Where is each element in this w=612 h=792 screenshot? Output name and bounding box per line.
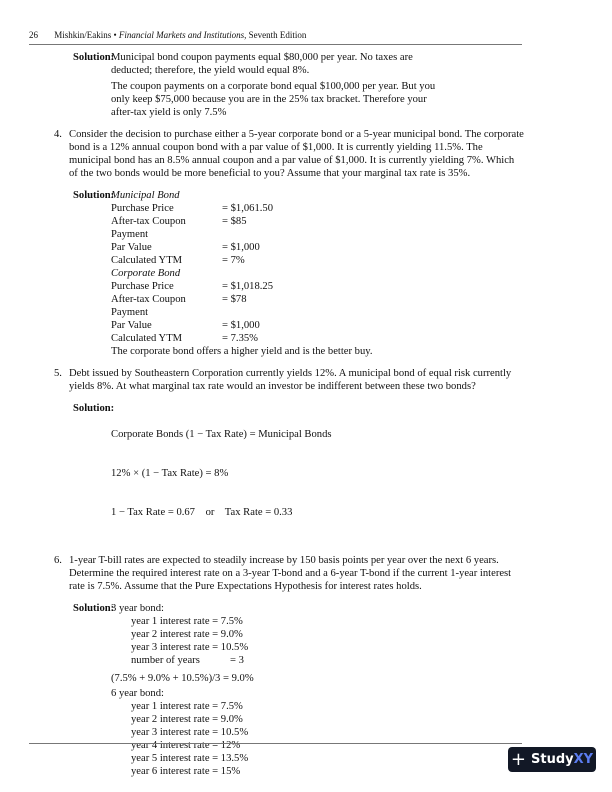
rate-line: year 1 interest rate = 7.5%	[131, 616, 243, 627]
bond-row-value: = $78	[222, 294, 247, 305]
conclusion: The corporate bond offers a higher yield and is the better buy.	[111, 346, 373, 357]
solution-label: Solution:	[73, 403, 115, 414]
question-6	[29, 554, 529, 593]
bond-row-value: = 7%	[222, 255, 245, 266]
six-year-title: 6 year bond:	[111, 688, 164, 699]
badge-study: Study	[531, 752, 574, 767]
years-label: number of years	[131, 655, 200, 666]
bond-row	[111, 254, 529, 267]
average-line: (7.5% + 9.0% + 10.5%)/3 = 9.0%	[111, 673, 254, 684]
years-value: = 3	[230, 655, 244, 666]
rate-line: year 5 interest rate = 13.5%	[131, 753, 249, 764]
rate-line: year 2 interest rate = 9.0%	[131, 714, 243, 725]
bond-row-label: After-tax Coupon Payment	[111, 294, 186, 318]
bond-row-label: Purchase Price	[111, 203, 174, 214]
solution-line: Corporate Bonds (1 − Tax Rate) = Municipal Bonds	[111, 429, 332, 440]
q5-solution	[29, 402, 529, 545]
bond-row-value: = $1,061.50	[222, 203, 273, 214]
question-text: Debt issued by Southeastern Corporation currently yields 12%. A municipal bond of equal risk currently yields 8%. At what marginal tax rate would an investor be indifferent between these two bonds?	[69, 368, 512, 392]
edition: Seventh Edition	[248, 30, 307, 40]
prev-solution	[29, 51, 529, 119]
rate-line: year 6 interest rate = 15%	[131, 766, 241, 777]
solution-label: Solution:	[73, 603, 115, 614]
page-number: 26	[29, 30, 38, 40]
q6-solution	[29, 602, 529, 778]
rate-line: year 2 interest rate = 9.0%	[131, 629, 243, 640]
question-number: 5.	[54, 368, 62, 379]
solution-line: 12% × (1 − Tax Rate) = 8%	[111, 468, 229, 479]
corp-title: Corporate Bond	[111, 268, 181, 279]
bond-row-value: = $1,000	[222, 242, 260, 253]
solution-paragraph: The coupon payments on a corporate bond equal $100,000 per year. But you only keep $75,000 because you are in the 25% tax bracket. Therefore your after-tax yield is only 7.5%	[111, 81, 436, 118]
three-year-title: 3 year bond:	[111, 603, 164, 614]
question-4	[29, 128, 529, 180]
rate-line: year 1 interest rate = 7.5%	[131, 701, 243, 712]
question-text: 1-year T-bill rates are expected to steadily increase by 150 basis points per year over the next 6 years. Determine the required interest rate on a 3-year T-bond and a 6-year T-bond if the current 1-year interest rate is 7.5%. Assume that the Pure Expectations Hypothesis for interest rates holds.	[69, 555, 512, 592]
bond-row-label: Purchase Price	[111, 281, 174, 292]
bond-row-label: Calculated YTM	[111, 333, 183, 344]
bond-row-label: Calculated YTM	[111, 255, 183, 266]
rate-line: year 4 interest rate = 12%	[131, 740, 241, 751]
solution-line: 1 − Tax Rate = 0.67 or Tax Rate = 0.33	[111, 507, 293, 518]
q4-solution	[29, 189, 529, 358]
page-content	[29, 51, 529, 778]
running-header	[29, 29, 522, 45]
question-number: 4.	[54, 129, 62, 140]
badge-xy: XY	[573, 752, 594, 767]
solution-label: Solution:	[73, 52, 115, 63]
bond-row-value: = 7.35%	[222, 333, 258, 344]
bond-row-value: = $85	[222, 216, 247, 227]
question-5	[29, 367, 529, 393]
studyxy-button[interactable]	[508, 747, 596, 772]
bond-row-value: = $1,000	[222, 320, 260, 331]
bond-row	[111, 332, 529, 345]
question-text: Consider the decision to purchase either a 5-year corporate bond or a 5-year municipal bond. The corporate bond is a 12% annual coupon bond with a par value of $1,000. It is currently yielding 11.5%. The municipal bond has an 8.5% annual coupon and a par value of $1,000. It is currently yielding 7%. Which of the two bonds would be more beneficial to you? Assume that your marginal tax rate is 35%.	[69, 129, 524, 179]
bond-row-label: After-tax Coupon Payment	[111, 216, 186, 240]
bullet: •	[113, 30, 117, 40]
bond-row	[111, 319, 529, 332]
solution-paragraph: Municipal bond coupon payments equal $80,000 per year. No taxes are deducted; therefore, the yield would equal 8%.	[111, 52, 413, 76]
solution-label: Solution:	[73, 190, 115, 201]
bond-row	[111, 202, 529, 215]
bond-row	[111, 215, 529, 241]
authors: Mishkin/Eakins	[54, 30, 112, 40]
muni-title: Municipal Bond	[111, 190, 180, 201]
bond-row-value: = $1,018.25	[222, 281, 273, 292]
bond-row	[111, 293, 529, 319]
plus-icon: +	[510, 749, 527, 770]
bond-row-label: Par Value	[111, 320, 152, 331]
bond-row	[111, 241, 529, 254]
book-title: Financial Markets and Institutions,	[118, 30, 247, 40]
bond-row	[111, 280, 529, 293]
footer-rule	[29, 743, 522, 744]
bond-row-label: Par Value	[111, 242, 152, 253]
rate-line: year 3 interest rate = 10.5%	[131, 642, 249, 653]
rate-line: year 3 interest rate = 10.5%	[131, 727, 249, 738]
question-number: 6.	[54, 555, 62, 566]
